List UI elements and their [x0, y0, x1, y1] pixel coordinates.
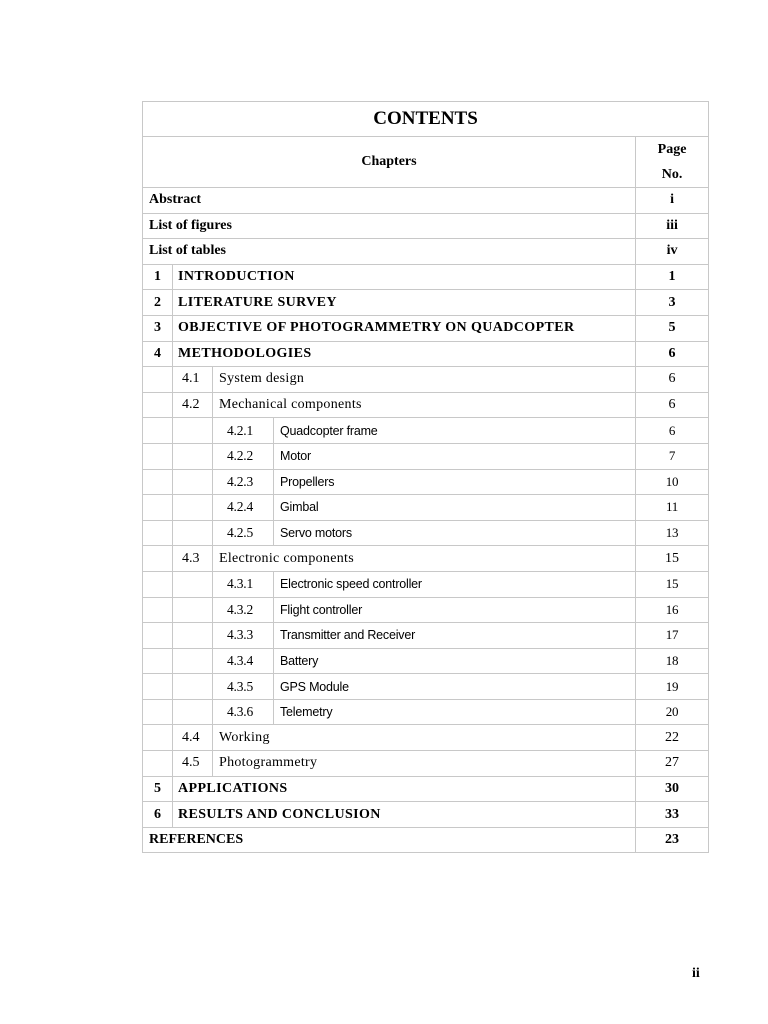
section-title: Working	[213, 725, 636, 751]
toc-entry-page: 17	[636, 623, 709, 649]
page-no-header	[636, 137, 709, 188]
indent-cell	[173, 443, 213, 469]
toc-row	[143, 495, 709, 521]
subsection-number: 4.3.2	[213, 597, 274, 623]
subsection-number: 4.2.5	[213, 520, 274, 546]
contents-table	[142, 101, 709, 853]
indent-cell	[143, 571, 173, 597]
toc-entry-label: List of figures	[143, 213, 636, 239]
title-row	[143, 102, 709, 137]
indent-cell	[173, 623, 213, 649]
indent-cell	[143, 367, 173, 393]
front-matter-row	[143, 213, 709, 239]
subsection-number: 4.3.5	[213, 674, 274, 700]
toc-entry-page: iv	[636, 239, 709, 265]
chapter-title: METHODOLOGIES	[173, 341, 636, 367]
toc-entry-page: 7	[636, 443, 709, 469]
indent-cell	[143, 546, 173, 572]
chapter-number: 3	[143, 315, 173, 341]
toc-row	[143, 443, 709, 469]
toc-row	[143, 571, 709, 597]
page-header-line2: No.	[661, 167, 683, 182]
subsection-number: 4.3.6	[213, 699, 274, 725]
toc-row	[143, 802, 709, 828]
indent-cell	[143, 520, 173, 546]
subsection-title: Transmitter and Receiver	[274, 623, 636, 649]
toc-entry-page: 6	[636, 341, 709, 367]
header-row	[143, 137, 709, 188]
chapter-number: 1	[143, 264, 173, 290]
indent-cell	[143, 623, 173, 649]
toc-row	[143, 648, 709, 674]
section-number: 4.4	[173, 725, 213, 751]
toc-entry-page: 5	[636, 315, 709, 341]
section-number: 4.5	[173, 751, 213, 777]
indent-cell	[143, 469, 173, 495]
subsection-number: 4.2.3	[213, 469, 274, 495]
toc-row	[143, 597, 709, 623]
toc-entry-page: 11	[636, 495, 709, 521]
toc-entry-page: 27	[636, 751, 709, 777]
toc-row	[143, 725, 709, 751]
toc-entry-page: 16	[636, 597, 709, 623]
contents-title: CONTENTS	[143, 102, 709, 137]
chapter-number: 4	[143, 341, 173, 367]
subsection-title: Servo motors	[274, 520, 636, 546]
toc-entry-page: 1	[636, 264, 709, 290]
front-matter-row	[143, 188, 709, 214]
section-number: 4.1	[173, 367, 213, 393]
section-title: Photogrammetry	[213, 751, 636, 777]
toc-row	[143, 699, 709, 725]
subsection-title: Quadcopter frame	[274, 418, 636, 444]
page-number: ii	[692, 966, 700, 981]
toc-entry-page: 15	[636, 546, 709, 572]
chapters-header: Chapters	[143, 137, 636, 188]
indent-cell	[173, 469, 213, 495]
chapter-number: 2	[143, 290, 173, 316]
chapter-title: OBJECTIVE OF PHOTOGRAMMETRY ON QUADCOPTER	[173, 315, 636, 341]
subsection-title: Gimbal	[274, 495, 636, 521]
indent-cell	[143, 674, 173, 700]
toc-row	[143, 392, 709, 418]
toc-entry-page: 6	[636, 367, 709, 393]
indent-cell	[143, 751, 173, 777]
toc-entry-page: 3	[636, 290, 709, 316]
indent-cell	[143, 725, 173, 751]
references-page: 23	[636, 827, 709, 853]
section-title: Mechanical components	[213, 392, 636, 418]
references-label: REFERENCES	[143, 827, 636, 853]
toc-entry-page: 10	[636, 469, 709, 495]
indent-cell	[143, 597, 173, 623]
subsection-number: 4.2.1	[213, 418, 274, 444]
toc-row	[143, 315, 709, 341]
chapter-number: 5	[143, 776, 173, 802]
toc-row	[143, 418, 709, 444]
front-matter-row	[143, 239, 709, 265]
subsection-title: Propellers	[274, 469, 636, 495]
toc-row	[143, 751, 709, 777]
indent-cell	[143, 443, 173, 469]
subsection-number: 4.2.2	[213, 443, 274, 469]
toc-row	[143, 776, 709, 802]
toc-entry-page: 22	[636, 725, 709, 751]
chapter-title: LITERATURE SURVEY	[173, 290, 636, 316]
subsection-title: Telemetry	[274, 699, 636, 725]
indent-cell	[173, 520, 213, 546]
toc-row	[143, 290, 709, 316]
subsection-number: 4.3.4	[213, 648, 274, 674]
indent-cell	[143, 392, 173, 418]
indent-cell	[143, 699, 173, 725]
subsection-title: Battery	[274, 648, 636, 674]
references-row	[143, 827, 709, 853]
toc-entry-label: Abstract	[143, 188, 636, 214]
section-title: Electronic components	[213, 546, 636, 572]
toc-entry-label: List of tables	[143, 239, 636, 265]
subsection-number: 4.3.1	[213, 571, 274, 597]
toc-row	[143, 469, 709, 495]
toc-row	[143, 520, 709, 546]
chapter-number: 6	[143, 802, 173, 828]
toc-entry-page: 18	[636, 648, 709, 674]
toc-entry-page: 19	[636, 674, 709, 700]
toc-row	[143, 623, 709, 649]
subsection-title: GPS Module	[274, 674, 636, 700]
subsection-title: Flight controller	[274, 597, 636, 623]
subsection-number: 4.3.3	[213, 623, 274, 649]
toc-entry-page: 6	[636, 392, 709, 418]
section-number: 4.3	[173, 546, 213, 572]
indent-cell	[143, 648, 173, 674]
indent-cell	[173, 648, 213, 674]
chapter-title: APPLICATIONS	[173, 776, 636, 802]
toc-entry-page: 20	[636, 699, 709, 725]
section-title: System design	[213, 367, 636, 393]
toc-entry-page: i	[636, 188, 709, 214]
toc-entry-page: iii	[636, 213, 709, 239]
indent-cell	[173, 495, 213, 521]
subsection-number: 4.2.4	[213, 495, 274, 521]
toc-row	[143, 264, 709, 290]
page-header-line1: Page	[657, 142, 687, 157]
toc-row	[143, 546, 709, 572]
toc-row	[143, 674, 709, 700]
toc-entry-page: 30	[636, 776, 709, 802]
toc-entry-page: 6	[636, 418, 709, 444]
chapter-title: INTRODUCTION	[173, 264, 636, 290]
indent-cell	[173, 571, 213, 597]
indent-cell	[173, 674, 213, 700]
indent-cell	[173, 699, 213, 725]
section-number: 4.2	[173, 392, 213, 418]
toc-row	[143, 367, 709, 393]
indent-cell	[143, 495, 173, 521]
chapter-title: RESULTS AND CONCLUSION	[173, 802, 636, 828]
indent-cell	[173, 597, 213, 623]
toc-entry-page: 15	[636, 571, 709, 597]
toc-entry-page: 13	[636, 520, 709, 546]
indent-cell	[143, 418, 173, 444]
subsection-title: Electronic speed controller	[274, 571, 636, 597]
toc-row	[143, 341, 709, 367]
indent-cell	[173, 418, 213, 444]
subsection-title: Motor	[274, 443, 636, 469]
toc-entry-page: 33	[636, 802, 709, 828]
